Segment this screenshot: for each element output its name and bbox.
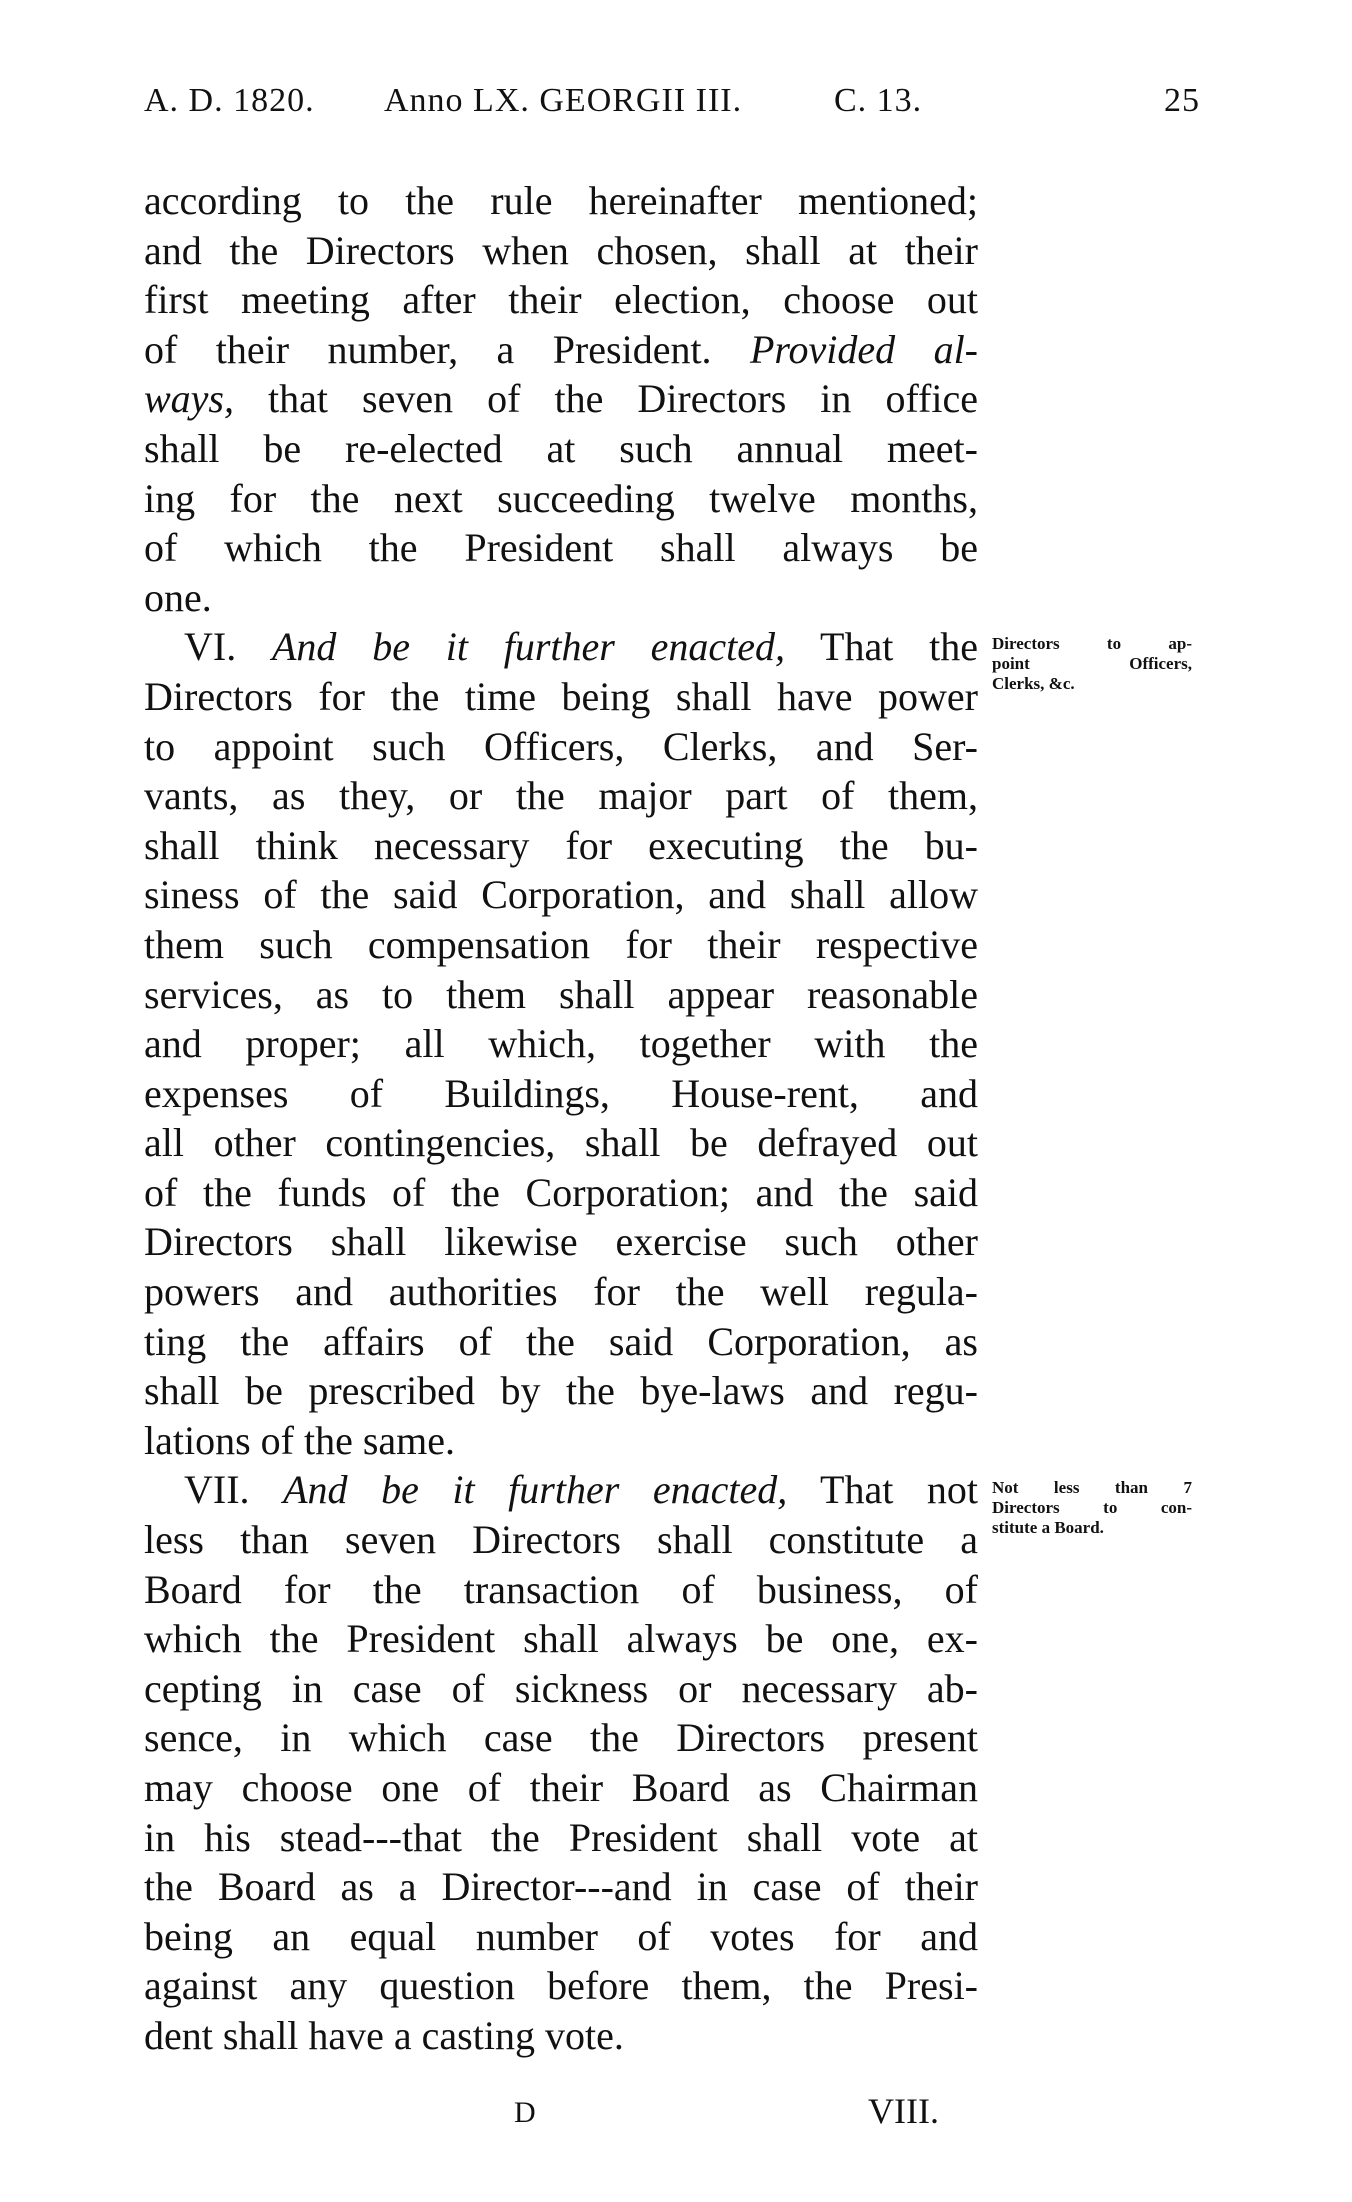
text-line: [144, 1069, 978, 1119]
text-run: may choose one of their Board as Chairman: [144, 1765, 978, 1810]
catchword: VIII.: [868, 2091, 939, 2131]
text-run: lations of the same.: [144, 1417, 456, 1463]
text-line: [144, 1664, 978, 1714]
text-line: [144, 622, 978, 672]
text-line: [144, 176, 978, 226]
text-run: expenses of Buildings, House-rent, and: [144, 1070, 978, 1116]
text-line: [144, 523, 978, 573]
text-run: of their number, a President.: [144, 326, 750, 372]
text-run: shall be re-elected at such annual meet-: [144, 425, 978, 471]
text-run: vants, as they, or the major part of them,: [144, 773, 978, 819]
text-line: [144, 275, 978, 325]
text-run: siness of the said Corporation, and shall allow: [144, 872, 978, 918]
text-run: powers and authorities for the well regula-: [144, 1269, 978, 1315]
text-run: services, as to them shall appear reasonable: [144, 971, 978, 1017]
header-year: A. D. 1820.: [144, 82, 315, 119]
margin-note-line: point Officers,: [992, 654, 1192, 673]
text-line: [144, 870, 978, 920]
text-run: that seven of the Directors in office: [234, 376, 978, 422]
body-text: [144, 176, 978, 2061]
text-line: [144, 573, 978, 623]
text-line: [144, 1366, 978, 1416]
text-line: [144, 1317, 978, 1367]
margin-note-board: [992, 1478, 1192, 1538]
text-line: [144, 1565, 978, 1615]
text-run: That not: [787, 1467, 978, 1513]
italic-text: ways,: [144, 376, 234, 422]
text-line: [144, 424, 978, 474]
text-run: and proper; all which, together with the: [144, 1021, 978, 1067]
text-run: sence, in which case the Directors present: [144, 1715, 978, 1761]
text-run: all other contingencies, shall be defrayed out: [144, 1120, 978, 1166]
margin-note-officers: [992, 634, 1192, 694]
text-run: ing for the next succeeding twelve months,: [144, 475, 978, 521]
header-regnal-year: Anno LX. GEORGII III.: [384, 82, 743, 119]
text-line: [144, 474, 978, 524]
text-line: [144, 672, 978, 722]
text-line: [144, 1019, 978, 1069]
text-run: That the: [785, 624, 978, 670]
text-line: [144, 1813, 978, 1863]
header-chapter: C. 13.: [834, 82, 923, 119]
margin-note-line: stitute a Board.: [992, 1518, 1104, 1537]
text-run: according to the rule hereinafter mentioned;: [144, 178, 978, 223]
text-run: of the funds of the Corporation; and the said: [144, 1169, 978, 1215]
margin-note-line: Directors to con-: [992, 1498, 1192, 1517]
margin-note-line: Not less than 7: [992, 1478, 1192, 1497]
text-line: [144, 1961, 978, 2011]
text-run: ting the affairs of the said Corporation, as: [144, 1318, 978, 1364]
text-run: shall think necessary for executing the bu-: [144, 822, 978, 868]
text-run: being an equal number of votes for and: [144, 1913, 978, 1959]
text-run: which the President shall always be one, ex-: [144, 1616, 978, 1662]
text-line: [144, 970, 978, 1020]
text-line: [144, 2011, 978, 2061]
margin-note-line: Directors to ap-: [992, 634, 1192, 653]
text-run: less than seven Directors shall constitute a: [144, 1517, 978, 1563]
text-line: [144, 1862, 978, 1912]
text-run: dent shall have a casting vote.: [144, 2012, 624, 2058]
page-number: 25: [1164, 82, 1200, 119]
text-run: VII.: [184, 1467, 284, 1513]
text-line: [144, 920, 978, 970]
text-run: in his stead---that the President shall vote at: [144, 1814, 978, 1860]
text-line: [144, 821, 978, 871]
text-line: [144, 1267, 978, 1317]
text-run: VI.: [184, 624, 272, 670]
text-run: them such compensation for their respective: [144, 921, 978, 967]
italic-text: Provided al-: [750, 326, 979, 372]
italic-text: And be it further enacted,: [271, 624, 785, 670]
text-run: one.: [144, 574, 212, 620]
page-footer: [0, 2090, 1352, 2140]
signature-mark: D: [514, 2096, 536, 2129]
text-line: [144, 1614, 978, 1664]
text-run: Directors for the time being shall have power: [144, 673, 978, 719]
text-line: [144, 1713, 978, 1763]
text-line: [144, 226, 978, 276]
text-line: [144, 1515, 978, 1565]
text-run: against any question before them, the Presi-: [144, 1963, 978, 2009]
text-line: [144, 722, 978, 772]
text-run: of which the President shall always be: [144, 525, 978, 571]
text-line: [144, 1168, 978, 1218]
text-run: the Board as a Director---and in case of their: [144, 1864, 978, 1910]
text-line: [144, 771, 978, 821]
text-run: Board for the transaction of business, of: [144, 1566, 978, 1612]
margin-note-line: Clerks, &c.: [992, 674, 1075, 693]
text-run: cepting in case of sickness or necessary ab-: [144, 1665, 978, 1711]
text-line: [144, 1763, 978, 1813]
text-line: [144, 1416, 978, 1466]
text-run: and the Directors when chosen, shall at their: [144, 227, 978, 273]
text-run: to appoint such Officers, Clerks, and Ser-: [144, 723, 978, 769]
text-run: Directors shall likewise exercise such other: [144, 1219, 978, 1265]
running-header: [144, 82, 1204, 132]
text-run: shall be prescribed by the bye-laws and regu-: [144, 1368, 978, 1414]
text-line: [144, 1118, 978, 1168]
text-run: first meeting after their election, choose out: [144, 277, 978, 323]
text-line: [144, 1912, 978, 1962]
text-line: [144, 325, 978, 375]
text-line: [144, 1217, 978, 1267]
text-line: [144, 374, 978, 424]
italic-text: And be it further enacted,: [283, 1467, 788, 1513]
text-line: [144, 1465, 978, 1515]
